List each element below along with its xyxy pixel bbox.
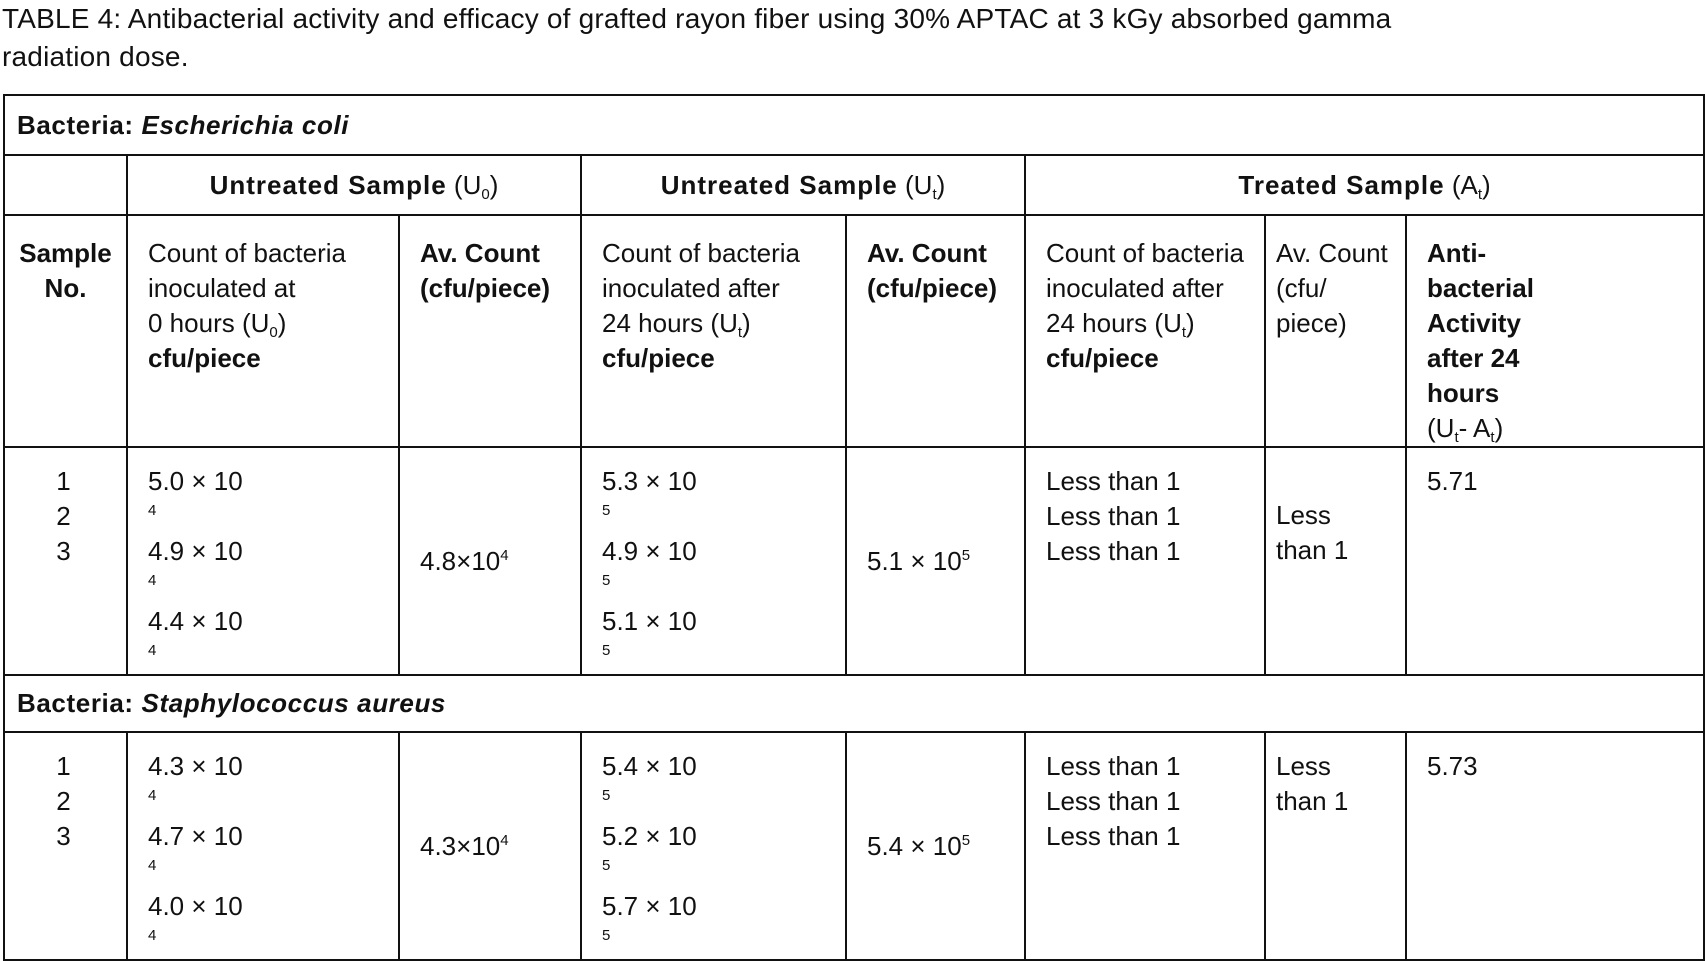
section-label: Bacteria: [17,109,134,140]
u0-average: $4.3\times 10^4$ [399,732,581,960]
header-activity: Anti- bacterial Activity after 24 hours ($U_t-$ $A_t$) [1406,215,1704,447]
sample-numbers: 1 2 3 [4,732,127,960]
header-ut-count: Count of bacteria inoculated after 24 hours $(U_t)$ cfu/piece [581,215,846,447]
antibacterial-table [3,94,1705,961]
sample-numbers: 1 2 3 [4,447,127,675]
u0-average: $4.8\times 10^4$ [399,447,581,675]
at-average: Less than 1 [1265,447,1406,675]
data-row-ecoli [4,447,1704,675]
at-counts: Less than 1 Less than 1 Less than 1 [1025,732,1265,960]
ut-average: $5.4 \times 10^5$ [846,732,1025,960]
group-treated-at: Treated Sample $(A_t)$ [1025,155,1704,215]
organism-name: Escherichia coli [141,109,350,140]
section-label: Bacteria: [17,688,134,718]
caption-line-1: TABLE 4: Antibacterial activity and efficacy of grafted rayon fiber using 30% APTAC at 3 kGy absorbed gamma [2,3,1392,34]
u0-counts: 5.0 × 10 $^4$ 4.9 × 10 $^4$ 4.4 × 10 $^4$ [127,447,399,675]
activity-value: 5.71 [1406,447,1704,675]
organism-name: Staphylococcus aureus [141,688,446,718]
header-u0-avg: Av. Count (cfu/piece) [399,215,581,447]
activity-value: 5.73 [1406,732,1704,960]
at-average: Less than 1 [1265,732,1406,960]
group-untreated-ut: Untreated Sample $(U_t)$ [581,155,1025,215]
header-sample-no: Sample No. [4,215,127,447]
header-at-avg: Av. Count (cfu/ piece) [1265,215,1406,447]
ut-counts: 5.3 × 10 $^5$ 4.9 × 10 $^5$ 5.1 × 10 $^5$ [581,447,846,675]
u0-counts: 4.3 × 10 $^4$ 4.7 × 10 $^4$ 4.0 × 10 $^4$ [127,732,399,960]
table-caption [2,0,1702,76]
ut-counts: 5.4 × 10 $^5$ 5.2 × 10 $^5$ 5.7 × 10 $^5$ [581,732,846,960]
data-row-saureus [4,732,1704,960]
group-untreated-u0: Untreated Sample $(U_0)$ [127,155,581,215]
group-header-row [4,155,1704,215]
column-header-row [4,215,1704,447]
header-u0-count: Count of bacteria inoculated at 0 hours $(U_0)$ cfu/piece [127,215,399,447]
at-counts: Less than 1 Less than 1 Less than 1 [1025,447,1265,675]
section-header-ecoli [4,95,1704,155]
header-ut-avg: Av. Count (cfu/piece) [846,215,1025,447]
section-header-saureus [4,675,1704,732]
empty-cell [4,155,127,215]
caption-line-2: radiation dose. [2,41,189,72]
header-at-count: Count of bacteria inoculated after 24 hours $(U_t)$ cfu/piece [1025,215,1265,447]
ut-average: $5.1 \times 10^5$ [846,447,1025,675]
